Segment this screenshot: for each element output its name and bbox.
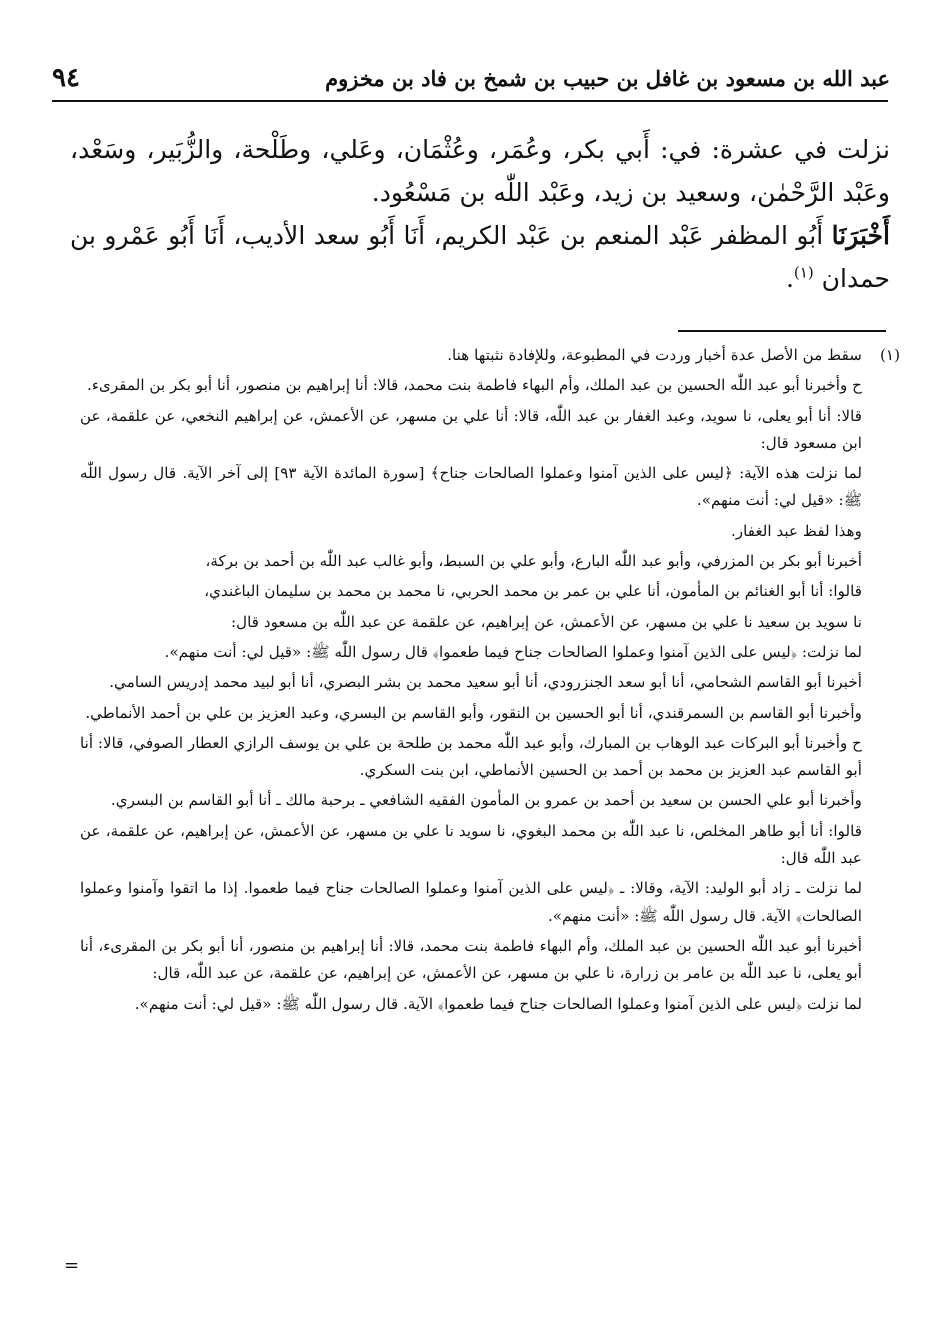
running-head-title: عبد الله بن مسعود بن غافل بن حبيب بن شمخ بن فاد بن مخزوم	[325, 65, 890, 91]
main-paragraph	[70, 214, 890, 300]
footnote-paragraph: ح وأخبرنا أبو عبد اللّٰه الحسين بن عبد الملك، وأم البهاء فاطمة بنت محمد، قالا: أنا إبراهيم بن منصور، أنا أبو بكر بن المقرىء.	[87, 376, 862, 395]
footnote-paragraph: قالا: أنا أبو يعلى، نا سويد، وعبد الغفار بن عبد اللّٰه، قالا: أنا علي بن مسهر، عن الأعمش، عن إبراهيم النخعي، عن علقمة، عن ابن مسعود قال:	[80, 406, 862, 452]
footnote-reference: (١)	[793, 263, 814, 282]
page-number: ٩٤	[52, 63, 80, 93]
footnote-separator	[678, 330, 886, 332]
footnote-paragraph: لما نزلت: ﴿ليس على الذين آمنوا وعملوا الصالحات جناح فيما طعموا﴾ قال رسول اللّٰه ﷺ: «قيل لي: أنت منهم».	[164, 642, 862, 661]
footnote-number: (١)	[879, 346, 900, 364]
footnote-first-line	[80, 342, 900, 369]
footnote-paragraph: لما نزلت ـ زاد أبو الوليد: الآية، وقالا: ـ ﴿ليس على الذين آمنوا وعملوا الصالحات جناح فيما طعموا. إذا ما اتقوا وآمنوا وعملوا الصالحات﴾ الآية. قال رسول اللّٰه ﷺ: «أنت منهم».	[80, 879, 862, 925]
footnote-paragraph: أخبرنا أبو القاسم الشحامي، أنا أبو سعد الجنزرودي، أنا أبو سعيد محمد بن بشر البصري، أنا أبو لبيد محمد إدريس السامي.	[109, 673, 862, 692]
footnote-paragraph: قالوا: أنا أبو طاهر المخلص، نا عبد اللّٰه بن محمد البغوي، نا سويد نا علي بن مسهر، عن الأعمش، عن إبراهيم، عن علقمة، عن عبد اللّٰه قال:	[80, 821, 862, 868]
akhbarana-word: أَخْبَرَنَا	[831, 221, 890, 250]
main-paragraph-end: .	[785, 264, 794, 293]
continuation-mark: =	[64, 1255, 80, 1276]
footnote-paragraph: وهذا لفظ عبد الغفار.	[730, 521, 862, 540]
header-rule	[52, 100, 888, 102]
footnote-paragraph: نا سويد بن سعيد نا علي بن مسهر، عن الأعمش، عن إبراهيم، عن علقمة عن عبد اللّٰه بن مسعود قال:	[230, 612, 862, 631]
footnote-paragraph: أخبرنا أبو بكر بن المزرفي، وأبو عبد اللّٰه البارع، وأبو علي بن السبط، وأبو غالب عبد اللّٰه بن أحمد بن بركة،	[205, 552, 862, 571]
footnote-paragraph: ح وأخبرنا أبو البركات عبد الوهاب بن المبارك، وأبو عبد اللّٰه محمد بن طلحة بن علي بن يوسف الرازي العطار الصوفي، قالا: أنا أبو القاسم عبد العزيز بن محمد بن أحمد بن الحسين الأنماطي، ابن بنت السكري.	[80, 733, 862, 780]
footnote-paragraph: لما نزلت هذه الآية: ﴿ليس على الذين آمنوا وعملوا الصالحات جناح﴾ [سورة المائدة الآية ٩٣] إلى آخر الآية. قال رسول اللّٰه ﷺ: «قيل لي: أنت منهم».	[80, 464, 862, 510]
main-text	[70, 128, 890, 300]
main-paragraph: نزلت في عشرة: في: أَبي بكر، وعُمَر، وعُثْمَان، وعَلي، وطَلْحة، والزُّبَير، وسَعْد، وعَبْد الرَّحْمٰن، وسعيد بن زيد، وعَبْد اللّٰه بن مَسْعُود.	[70, 135, 890, 207]
footnote-paragraph: وأخبرنا أبو القاسم بن السمرقندي، أنا أبو الحسين بن النقور، وأبو القاسم بن البسري، وعبد العزيز بن علي بن أحمد الأنماطي.	[85, 703, 862, 722]
footnotes	[80, 342, 900, 1021]
footnote-paragraph: قالوا: أنا أبو الغنائم بن المأمون، أنا علي بن عمر بن محمد الحربي، نا محمد بن محمد بن سليمان الباغندي،	[204, 582, 862, 601]
footnote-paragraph: سقط من الأصل عدة أخبار وردت في المطبوعة، وللإفادة نثبتها هنا.	[447, 346, 862, 364]
running-head	[52, 58, 890, 98]
main-paragraph-text: أَبُو المظفر عَبْد المنعم بن عَبْد الكريم، أَنَا أَبُو سعد الأديب، أَنَا أَبُو عَمْرو بن حمدان	[70, 221, 890, 293]
footnote-paragraph: لما نزلت ﴿ليس على الذين آمنوا وعملوا الصالحات جناح فيما طعموا﴾ الآية. قال رسول اللّٰه ﷺ: «قيل لي: أنت منهم».	[134, 994, 862, 1013]
footnote-paragraph: أخبرنا أبو عبد اللّٰه الحسين بن عبد الملك، وأم البهاء فاطمة بنت محمد، قالا: أنا إبراهيم بن منصور، أنا أبو بكر بن المقرىء، أنا أبو يعلى، نا عبد اللّٰه بن عامر بن زرارة، نا علي بن مسهر، عن الأعمش، عن إبراهيم، عن علقمة، عن عبد اللّٰه، قال:	[80, 936, 862, 983]
footnote-paragraph: وأخبرنا أبو علي الحسن بن سعيد بن أحمد بن عمرو بن المأمون الفقيه الشافعي ـ برحبة مالك ـ أنا أبو القاسم بن البسري.	[110, 791, 862, 810]
